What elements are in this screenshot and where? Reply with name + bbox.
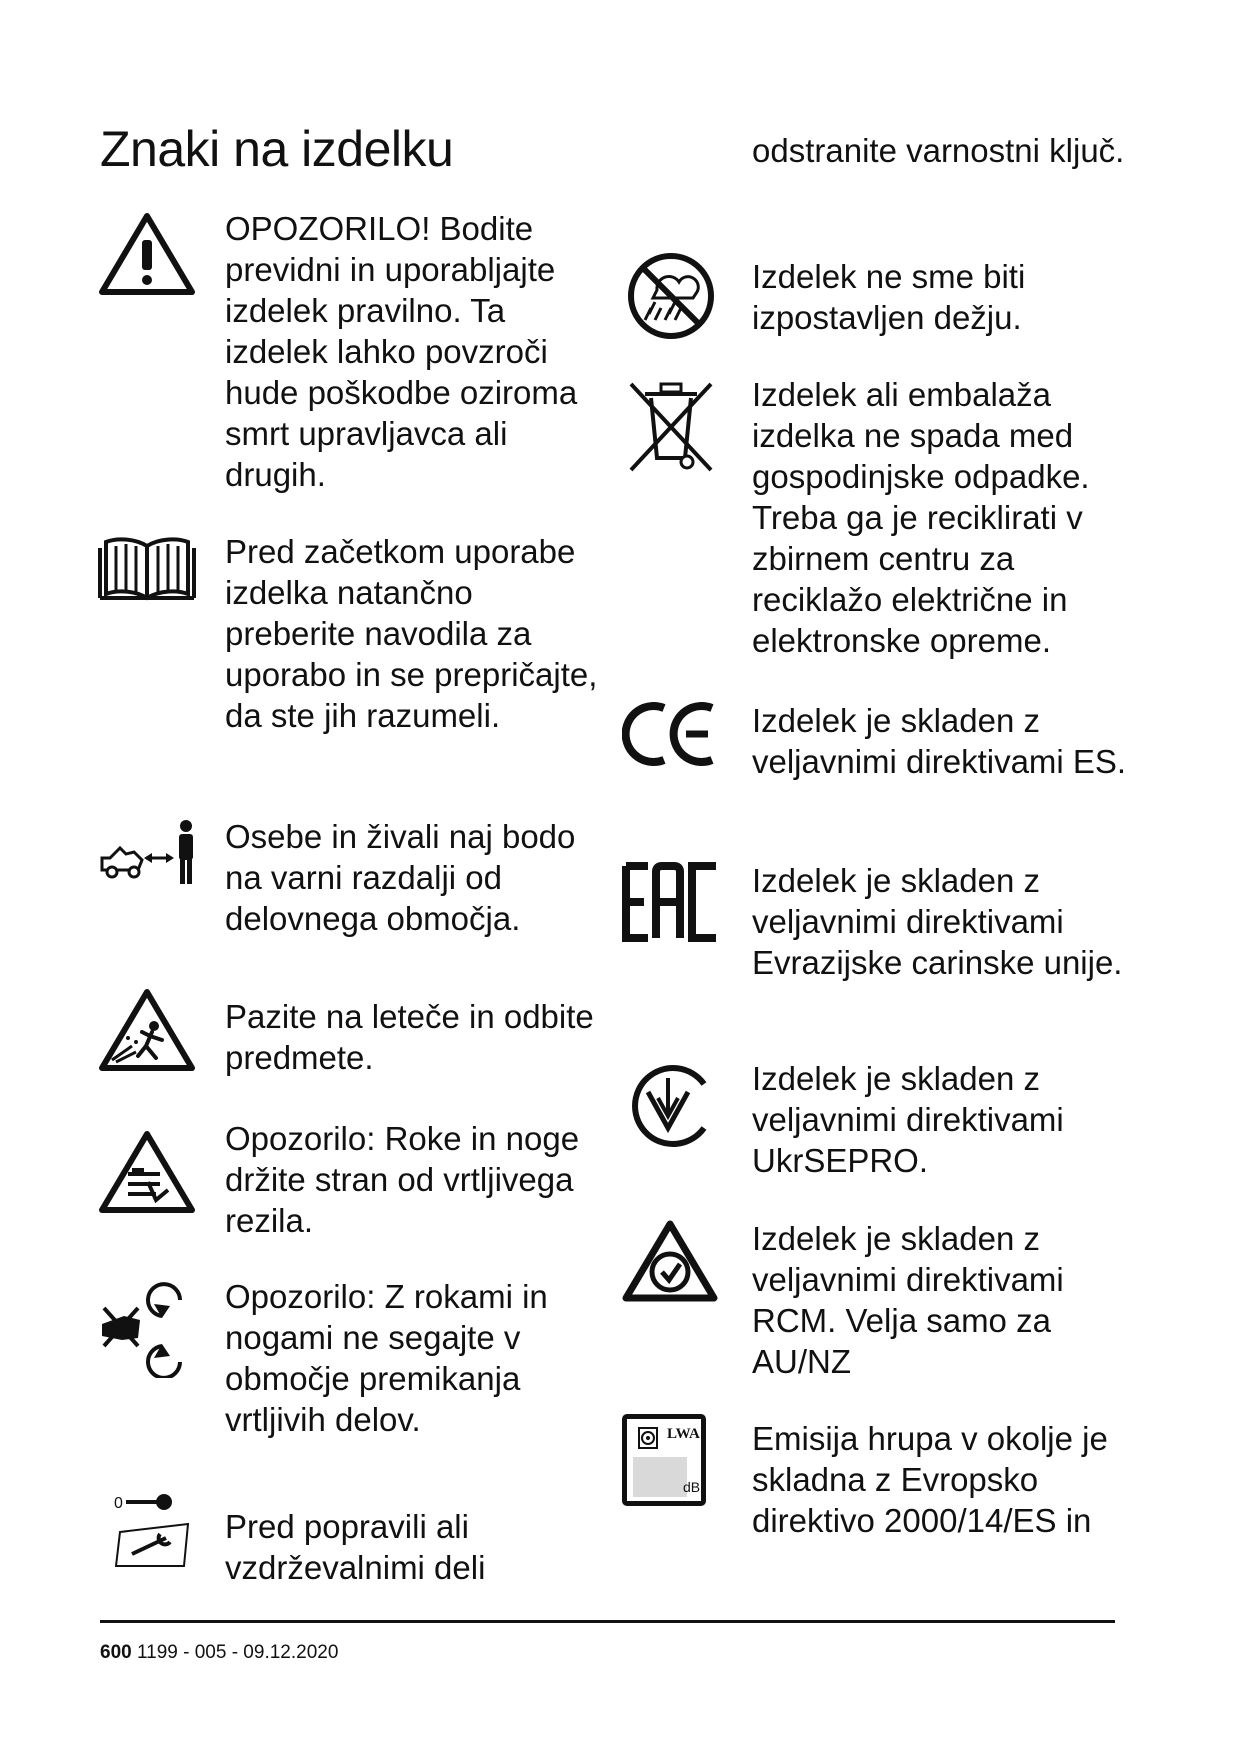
ukrsepro-mark-icon [622,1058,714,1154]
safe-distance-icon [98,818,198,888]
manual-text: Pred začetkom uporabe izdelka natančno preberite navodila za uporabo in se prepričajte, da ste jih razumeli. [225,533,598,734]
db-label: dB [683,1479,701,1495]
no-hands-rotating-icon [98,1282,194,1378]
flying-objects-text: Pazite na leteče in odbite predmete. [225,998,594,1076]
page-title: Znaki na izdelku [100,121,454,177]
ukrsepro-text: Izdelek je skladen z veljavnimi direktivami UkrSEPRO. [752,1060,1064,1179]
flying-objects-icon [98,986,196,1074]
ce-text: Izdelek je skladen z veljavnimi direktivami ES. [752,702,1127,780]
speaker-icon [633,1425,663,1451]
eac-text: Izdelek je skladen z veljavnimi direktivami Evrazijske carinske unije. [752,862,1123,981]
maintenance-text: Pred popravili ali vzdrževalnimi deli [225,1508,486,1586]
weee-bin-icon [625,378,717,474]
no-hands-text: Opozorilo: Z rokami in nogami ne segajte v območje premikanja vrtljivih delov. [225,1278,548,1438]
noise-text: Emisija hrupa v okolje je skladna z Evropsko direktivo 2000/14/ES in [752,1420,1108,1539]
ce-mark-icon [622,700,718,768]
rotating-blade-text: Opozorilo: Roke in noge držite stran od vrtljivega rezila. [225,1120,580,1239]
eac-mark-icon [622,862,720,942]
key-maintenance-icon [112,1488,198,1570]
footer-rule [100,1620,1115,1623]
safety-key-text: odstranite varnostni ključ. [752,132,1125,169]
lwa-label: LWA [667,1426,700,1442]
rcm-mark-icon [622,1220,718,1304]
no-rain-text: Izdelek ne sme biti izpostavljen dežju. [752,258,1026,336]
warning-triangle-icon [98,210,196,298]
noise-level-icon [622,1414,706,1506]
warning-text: OPOZORILO! Bodite previdni in uporabljajte izdelek pravilno. Ta izdelek lahko povzroči hude poškodbe oziroma smrt upravljavca ali drugih. [225,210,578,493]
rotating-blade-icon [98,1128,196,1216]
safe-distance-text: Osebe in živali naj bodo na varni razdalji od delovnega območja. [225,818,576,937]
no-rain-icon [625,250,717,342]
manual-book-icon [98,532,196,606]
footer-doc-number-bold: 600 [100,1642,132,1663]
footer-doc-number-rest: 1199 - 005 - 09.12.2020 [131,1642,339,1663]
footer-doc-number [100,1642,338,1664]
weee-text: Izdelek ali embalaža izdelka ne spada med gospodinjske odpadke. Treba ga je reciklirati v zbirnem centru za reciklažo električne in elektronske opreme. [752,376,1090,659]
rcm-text: Izdelek je skladen z veljavnimi direktivami RCM. Velja samo za AU/NZ [752,1220,1064,1380]
svg-text:0: 0 [114,1495,123,1512]
